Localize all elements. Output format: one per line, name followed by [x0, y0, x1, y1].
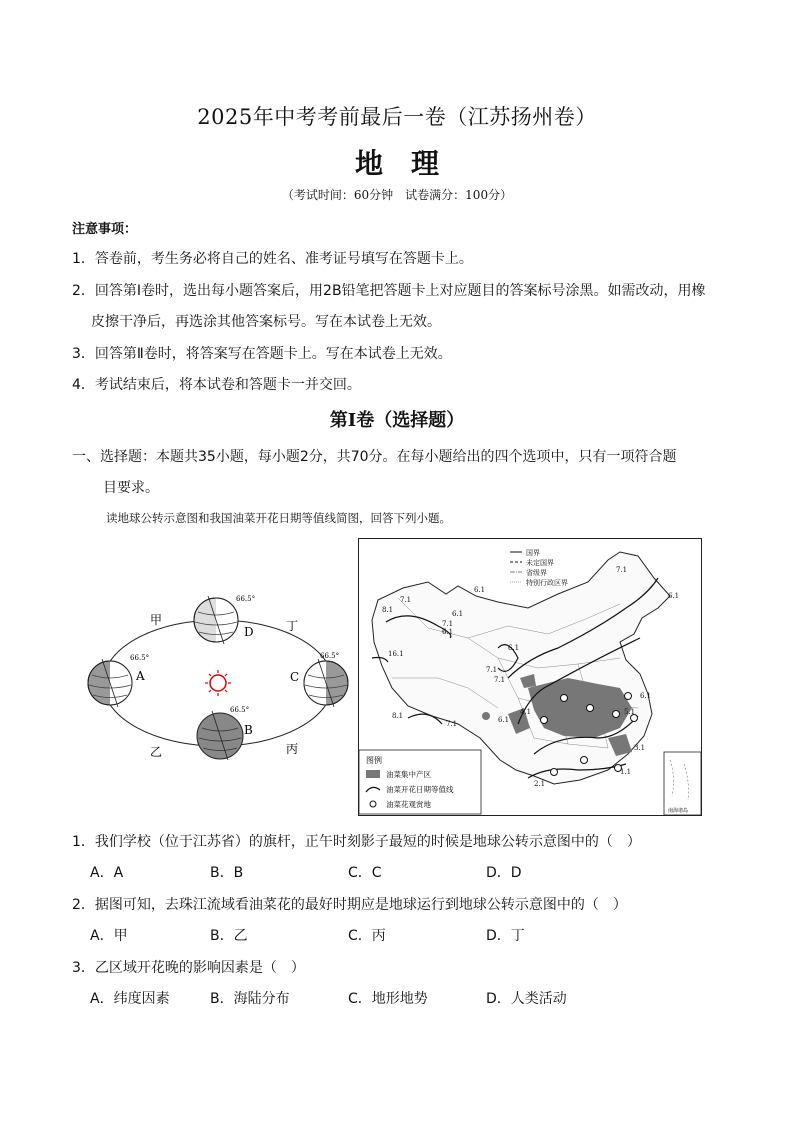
- map-legend: [359, 750, 481, 814]
- label-bing: 丙: [286, 742, 299, 756]
- option-a[interactable]: A．A: [90, 865, 124, 881]
- rapeseed-bloom-map: [358, 538, 702, 816]
- option-c[interactable]: C．丙: [348, 928, 386, 944]
- isoline-label: 16.1: [388, 650, 404, 658]
- option-b[interactable]: B．海陆分布: [210, 991, 290, 1007]
- isoline-label: 7.1: [446, 720, 458, 728]
- section-instruction-cont: 目要求。: [103, 480, 159, 496]
- svg-text:图例: 图例: [366, 756, 382, 765]
- isoline-label: 6.1: [640, 692, 652, 700]
- label-d: D: [244, 625, 254, 639]
- axis-angle-label: 66.5°: [236, 595, 256, 603]
- section-title: 第Ⅰ卷（选择题）: [329, 410, 465, 431]
- isoline-label: 7.1: [494, 676, 506, 684]
- isoline-label: 6.1: [668, 592, 680, 600]
- svg-text:未定国界: 未定国界: [526, 559, 554, 567]
- label-jia: 甲: [150, 613, 163, 627]
- svg-text:油菜集中产区: 油菜集中产区: [386, 770, 431, 779]
- notice-item: 2．回答第Ⅰ卷时，选出每小题答案后，用2B铅笔把答题卡上对应题目的答案标号涂黑。如需改动，用橡: [72, 283, 706, 299]
- question-stem: 1．我们学校（位于江苏省）的旗杆，正午时刻影子最短的时候是地球公转示意图中的（ ）: [72, 834, 641, 850]
- axis-angle-label: 66.5°: [320, 652, 340, 660]
- isoline-label: 8.1: [382, 606, 394, 614]
- earth-orbit-diagram: [80, 588, 360, 778]
- option-c[interactable]: C．C: [348, 865, 382, 881]
- option-b[interactable]: B．B: [210, 865, 244, 881]
- isoline-label: 6.1: [508, 644, 520, 652]
- notice-heading: 注意事项：: [72, 222, 138, 237]
- label-c: C: [290, 670, 300, 684]
- isoline-label: 8.1: [392, 712, 404, 720]
- isoline-label: 3.1: [634, 744, 646, 752]
- notice-item: 1．答卷前，考生务必将自己的姓名、准考证号填写在答题卡上。: [72, 251, 473, 267]
- label-yi: 乙: [150, 745, 163, 759]
- isoline-label: 6.1: [442, 628, 454, 636]
- subject-title: 地理: [354, 147, 467, 180]
- isoline-label: 7.1: [486, 666, 498, 674]
- question-stem: 2．据图可知，去珠江流域看油菜花的最好时期应是地球运行到地球公转示意图中的（ ）: [72, 897, 627, 913]
- svg-text:油菜开花日期等值线: 油菜开花日期等值线: [386, 785, 454, 794]
- option-a[interactable]: A．甲: [90, 928, 128, 944]
- notice-item: 4．考试结束后，将本试卷和答题卡一并交回。: [72, 377, 361, 393]
- south-china-sea-inset: [664, 752, 701, 815]
- svg-text:南海诸岛: 南海诸岛: [668, 808, 689, 814]
- svg-text:省级界: 省级界: [526, 569, 547, 577]
- svg-text:国界: 国界: [526, 549, 540, 557]
- notice-item: 皮擦干净后，再选涂其他答案标号。写在本试卷上无效。: [91, 314, 441, 330]
- earth-c: [304, 659, 348, 707]
- option-d[interactable]: D．D: [486, 865, 522, 881]
- option-b[interactable]: B．乙: [210, 928, 248, 944]
- label-a: A: [136, 669, 145, 683]
- isoline-label: 6.1: [474, 586, 486, 594]
- sun-icon: [205, 670, 231, 696]
- isoline-label: 5.1: [624, 708, 636, 716]
- isoline-label: 7.1: [442, 620, 454, 628]
- axis-angle-label: 66.5°: [130, 654, 150, 662]
- svg-text:油菜花观赏地: 油菜花观赏地: [386, 800, 431, 809]
- isoline-label: 7.1: [400, 596, 412, 604]
- option-a[interactable]: A．纬度因素: [90, 991, 170, 1007]
- isoline-label: 6.1: [498, 716, 510, 724]
- isoline-label: 4.1: [520, 708, 532, 716]
- label-ding: 丁: [286, 619, 299, 633]
- earth-b: [197, 711, 243, 760]
- axis-angle-label: 66.5°: [230, 706, 250, 714]
- earth-d: [194, 596, 238, 644]
- isoline-label: 2.1: [534, 780, 546, 788]
- option-d[interactable]: D．人类活动: [486, 991, 567, 1007]
- option-d[interactable]: D．丁: [486, 928, 525, 944]
- svg-text:特别行政区界: 特别行政区界: [526, 579, 568, 587]
- option-c[interactable]: C．地形地势: [348, 991, 428, 1007]
- earth-a: [88, 659, 132, 707]
- label-b: B: [244, 723, 253, 737]
- exam-info: （考试时间：60分钟 试卷满分：100分）: [281, 188, 513, 202]
- figure-note: 读地球公转示意图和我国油菜开花日期等值线简图，回答下列小题。: [106, 511, 451, 525]
- isoline-label: 1.1: [620, 768, 632, 776]
- isoline-label: 7.1: [616, 566, 628, 574]
- notice-item: 3．回答第Ⅱ卷时，将答案写在答题卡上。写在本试卷上无效。: [72, 346, 452, 362]
- question-stem: 3．乙区域开花晚的影响因素是（ ）: [72, 960, 305, 976]
- isoline-label: 6.1: [452, 610, 464, 618]
- section-instruction: 一、选择题：本题共35小题，每小题2分，共70分。在每小题给出的四个选项中，只有一项符合题: [72, 449, 677, 465]
- paper-title: 2025年中考考前最后一卷（江苏扬州卷）: [197, 105, 597, 129]
